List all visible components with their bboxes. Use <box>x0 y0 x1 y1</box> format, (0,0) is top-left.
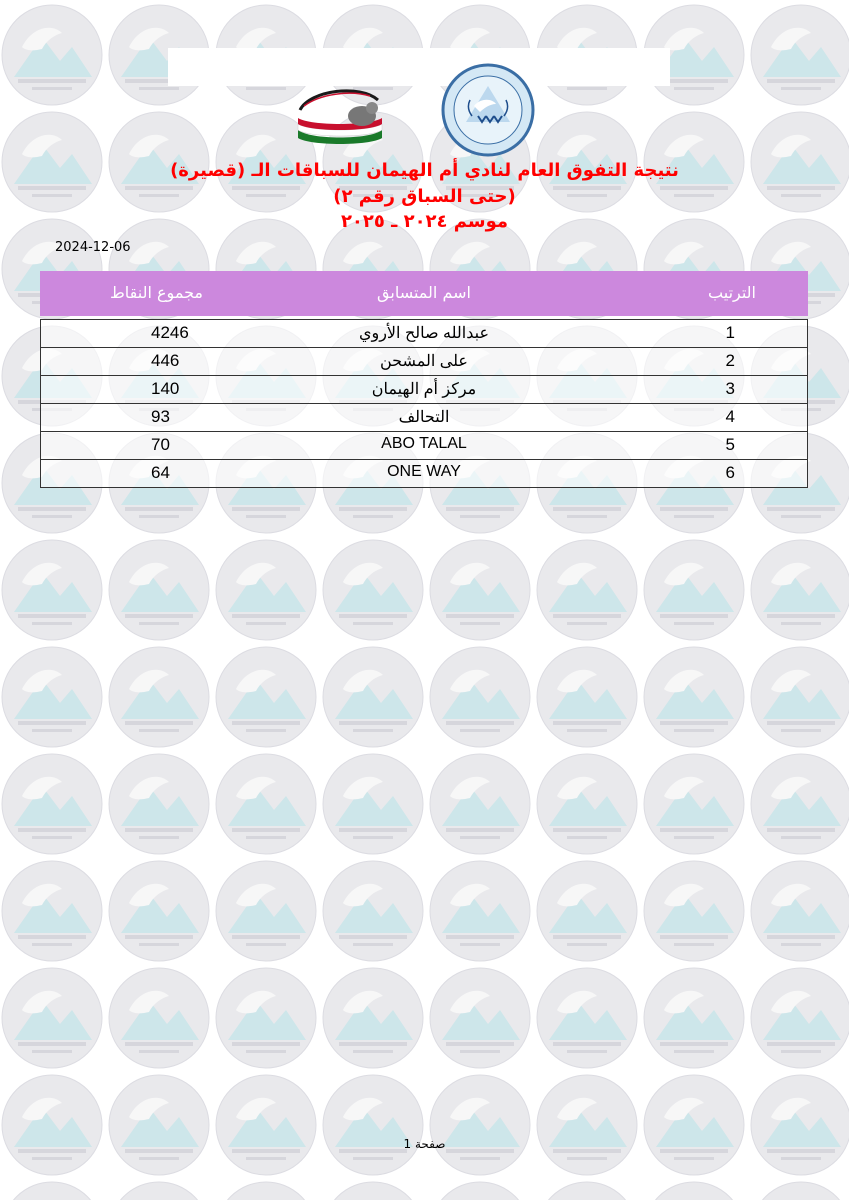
watermark-emblem <box>216 968 316 1068</box>
cell-rank: 4 <box>725 407 735 426</box>
watermark-emblem <box>323 647 423 747</box>
report-date: 2024-12-06 <box>55 240 131 255</box>
cell-rank: 1 <box>725 323 735 342</box>
cell-name: على المشحن <box>380 353 468 370</box>
cell-points: 64 <box>151 463 170 482</box>
cell-name: ONE WAY <box>387 463 461 480</box>
watermark-emblem <box>751 1075 849 1175</box>
watermark-emblem <box>644 1075 744 1175</box>
watermark-emblem <box>109 540 209 640</box>
watermark-emblem <box>751 1182 849 1200</box>
table-row <box>40 432 808 460</box>
watermark-emblem <box>109 1075 209 1175</box>
watermark-emblem <box>751 754 849 854</box>
table-row <box>40 460 808 488</box>
watermark-emblem <box>216 754 316 854</box>
watermark-emblem <box>323 754 423 854</box>
watermark-emblem <box>430 754 530 854</box>
watermark-emblem <box>216 1075 316 1175</box>
cell-points: 70 <box>151 435 170 454</box>
cell-points: 446 <box>151 351 180 370</box>
watermark-emblem <box>537 861 637 961</box>
watermark-emblem <box>2 754 102 854</box>
cell-rank: 2 <box>725 351 735 370</box>
watermark-emblem <box>537 968 637 1068</box>
watermark-emblem <box>323 540 423 640</box>
watermark-emblem <box>644 1182 744 1200</box>
watermark-emblem <box>109 861 209 961</box>
watermark-emblem <box>430 540 530 640</box>
watermark-emblem <box>216 647 316 747</box>
watermark-emblem <box>430 647 530 747</box>
page-number: صفحة 1 <box>403 1137 446 1151</box>
cell-points: 140 <box>151 379 180 398</box>
watermark-emblem <box>430 1075 530 1175</box>
table-row <box>40 348 808 376</box>
report-title: نتيجة التفوق العام لنادي أم الهيمان للسباقات الـ (قصيرة) <box>170 160 679 181</box>
header-name: اسم المتسابق <box>377 283 471 302</box>
pigeons-club-round-logo <box>440 62 536 158</box>
watermark-emblem <box>644 754 744 854</box>
watermark-emblem <box>109 647 209 747</box>
report-subtitle-race: (حتى السباق رقم ٢) <box>333 186 516 207</box>
watermark-emblem <box>323 1075 423 1175</box>
cell-points: 93 <box>151 407 170 426</box>
watermark-emblem <box>751 861 849 961</box>
watermark-emblem <box>2 540 102 640</box>
watermark-emblem <box>751 540 849 640</box>
cell-name: التحالف <box>398 409 450 426</box>
watermark-emblem <box>216 861 316 961</box>
watermark-emblem <box>109 754 209 854</box>
table-body <box>40 319 808 488</box>
top-banner-blank <box>168 48 670 86</box>
watermark-emblem <box>644 540 744 640</box>
watermark-emblem <box>323 968 423 1068</box>
watermark-emblem <box>537 754 637 854</box>
table-row <box>40 404 808 432</box>
watermark-emblem <box>109 968 209 1068</box>
watermark-emblem <box>430 1182 530 1200</box>
watermark-emblem <box>2 968 102 1068</box>
watermark-emblem <box>2 861 102 961</box>
watermark-emblem <box>537 1182 637 1200</box>
table-row <box>40 319 808 348</box>
watermark-emblem <box>109 1182 209 1200</box>
cell-name: عبدالله صالح الأروي <box>358 325 490 342</box>
header-rank: الترتيب <box>708 283 756 302</box>
watermark-emblem <box>2 647 102 747</box>
table-row <box>40 376 808 404</box>
cell-rank: 6 <box>725 463 735 482</box>
watermark-emblem <box>751 647 849 747</box>
watermark-emblem <box>430 861 530 961</box>
cell-points: 4246 <box>151 323 189 342</box>
watermark-emblem <box>323 1182 423 1200</box>
cell-name: ABO TALAL <box>381 435 467 452</box>
cell-name: مركز أم الهيمان <box>371 381 477 398</box>
header-points: مجموع النقاط <box>110 283 203 302</box>
watermark-emblem <box>430 968 530 1068</box>
report-season: موسم ٢٠٢٤ ـ ٢٠٢٥ <box>340 211 509 232</box>
watermark-emblem <box>216 540 316 640</box>
cell-rank: 3 <box>725 379 735 398</box>
watermark-emblem <box>2 5 102 105</box>
watermark-emblem <box>751 968 849 1068</box>
watermark-emblem <box>644 968 744 1068</box>
watermark-emblem <box>644 647 744 747</box>
kuwait-pigeon-club-logo <box>290 80 390 150</box>
watermark-emblem <box>323 861 423 961</box>
watermark-emblem <box>2 1182 102 1200</box>
watermark-emblem <box>751 5 849 105</box>
watermark-emblem <box>644 861 744 961</box>
cell-rank: 5 <box>725 435 735 454</box>
watermark-emblem <box>537 647 637 747</box>
watermark-emblem <box>537 1075 637 1175</box>
watermark-emblem <box>216 1182 316 1200</box>
results-table <box>40 271 808 488</box>
watermark-emblem <box>537 540 637 640</box>
table-header <box>40 271 808 316</box>
watermark-emblem <box>2 1075 102 1175</box>
